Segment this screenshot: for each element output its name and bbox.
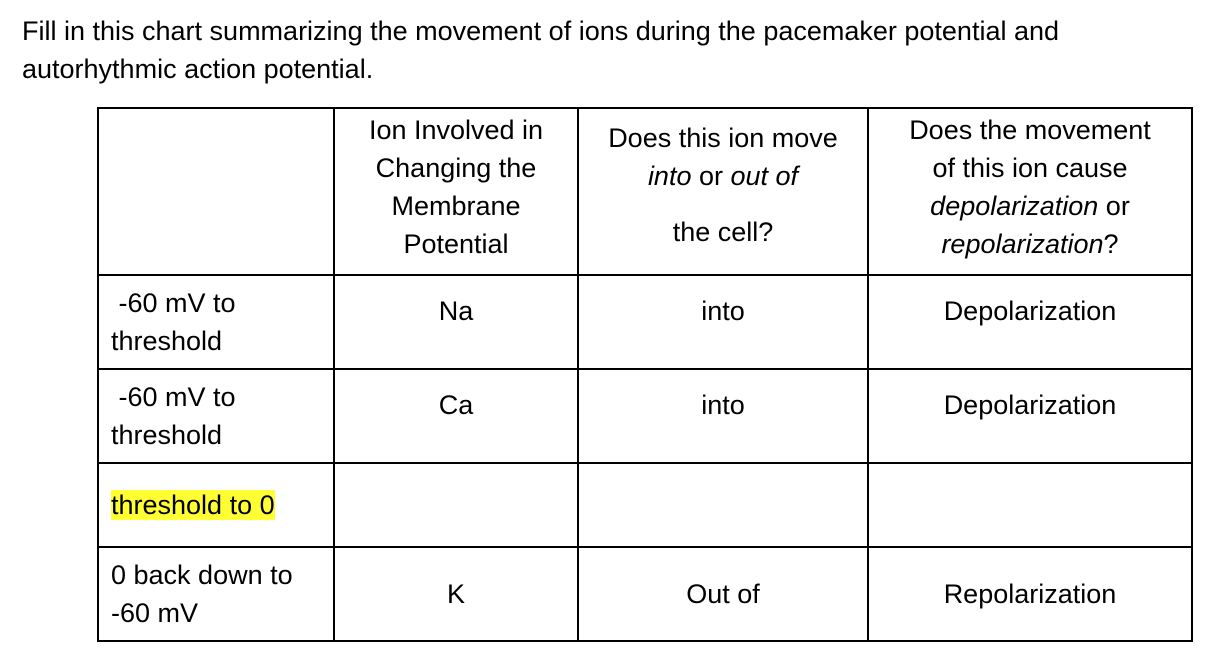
- header-effect-line2: of this ion cause: [932, 153, 1128, 183]
- phase-line: -60 mV to: [111, 288, 236, 318]
- direction-cell: into: [578, 275, 868, 369]
- depolarization-italic: depolarization: [930, 191, 1099, 221]
- phase-cell: [98, 275, 334, 369]
- ion-cell: K: [334, 547, 578, 641]
- header-effect-line3: [869, 187, 1191, 225]
- header-effect-line4: [869, 225, 1191, 263]
- ion-cell-blank[interactable]: [334, 463, 578, 547]
- header-direction-line1: Does this ion move: [608, 123, 838, 153]
- question-mark: ?: [1103, 229, 1119, 259]
- repolarization-italic: repolarization: [941, 229, 1104, 259]
- header-direction-line2: [579, 157, 867, 195]
- direction-cell: into: [578, 369, 868, 463]
- instructions-text: Fill in this chart summarizing the movement of ions during the pacemaker potential and autorhythmic action potential.: [22, 16, 1060, 84]
- direction-cell: Out of: [578, 547, 868, 641]
- effect-cell-blank[interactable]: [868, 463, 1192, 547]
- effect-cell: Depolarization: [868, 369, 1192, 463]
- or-text: or: [691, 161, 731, 191]
- header-ion-effect: [868, 108, 1192, 275]
- header-ion-involved: [334, 108, 578, 275]
- header-ion-line: Changing the: [375, 153, 537, 183]
- header-row: [98, 108, 1192, 275]
- or-text: or: [1098, 191, 1130, 221]
- header-direction-line3: the cell?: [672, 217, 774, 247]
- phase-line: threshold: [111, 326, 223, 356]
- header-ion-line: Membrane: [391, 191, 521, 221]
- phase-cell: [98, 369, 334, 463]
- phase-line: threshold: [111, 420, 223, 450]
- phase-cell: [98, 547, 334, 641]
- ion-cell: Na: [334, 275, 578, 369]
- phase-line: 0 back down to: [111, 560, 293, 590]
- header-ion-direction: [578, 108, 868, 275]
- effect-cell: Depolarization: [868, 275, 1192, 369]
- table-row: [98, 369, 1192, 463]
- phase-highlighted-text: threshold to 0: [111, 490, 275, 520]
- table-row: [98, 463, 1192, 547]
- direction-cell-blank[interactable]: [578, 463, 868, 547]
- table-row: [98, 547, 1192, 641]
- into-italic: into: [647, 161, 692, 191]
- table-row: [98, 275, 1192, 369]
- effect-cell: Repolarization: [868, 547, 1192, 641]
- corner-cell: [98, 108, 334, 275]
- out-of-italic: out of: [730, 161, 799, 191]
- header-effect-line1: Does the movement: [909, 115, 1151, 145]
- header-ion-line: Ion Involved in: [368, 115, 544, 145]
- header-ion-line: Potential: [403, 229, 509, 259]
- ion-cell: Ca: [334, 369, 578, 463]
- phase-line: -60 mV: [111, 598, 199, 628]
- phase-line: -60 mV to: [111, 382, 236, 412]
- phase-cell: [98, 463, 334, 547]
- ion-movement-table: [97, 107, 1193, 642]
